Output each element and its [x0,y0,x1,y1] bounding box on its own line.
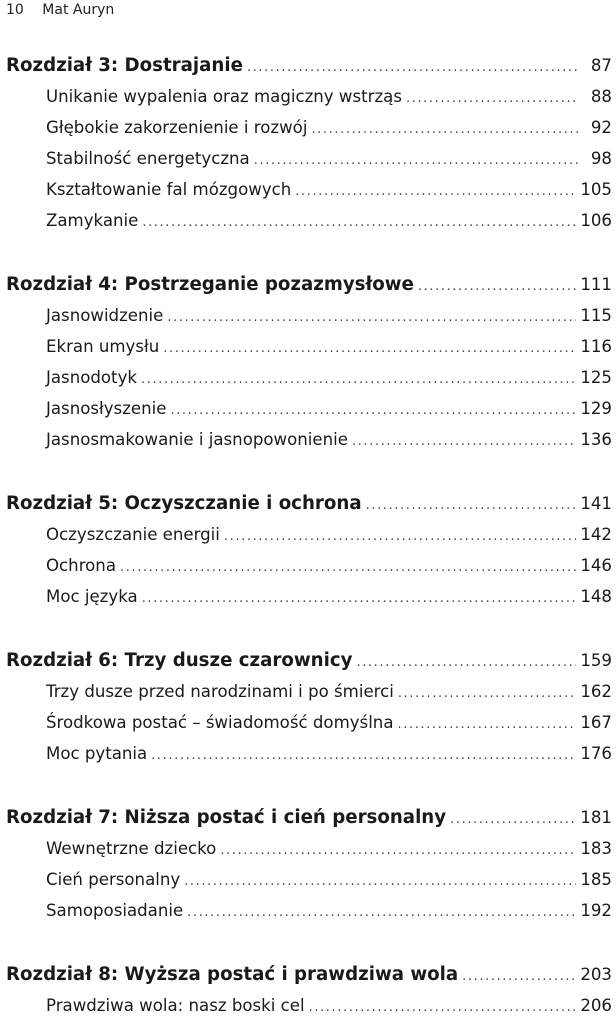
dot-leader [352,426,576,457]
section-title: Jasnodotyk [46,368,137,387]
section-page-number: 116 [580,337,612,356]
section-entry[interactable] [6,143,612,174]
section-page-number: 185 [580,870,612,889]
section-entry[interactable] [6,205,612,236]
chapter-title: Rozdział 7: Niższa postać i cień personalny [6,807,447,828]
chapter-heading[interactable] [6,802,612,833]
chapter-5 [6,488,612,612]
section-title: Moc języka [46,587,138,606]
section-title: Prawdziwa wola: nasz boski cel [46,996,305,1015]
section-title: Wewnętrzne dziecko [46,839,217,858]
section-page-number: 129 [580,399,612,418]
section-title: Jasnosłyszenie [46,399,167,418]
section-page-number: 167 [580,713,612,732]
section-entry[interactable] [6,81,612,112]
section-page-number: 125 [580,368,612,387]
dot-leader [224,521,576,552]
dot-leader [406,83,578,114]
section-title: Moc pytania [46,744,148,763]
section-entry[interactable] [6,112,612,143]
section-entry[interactable] [6,550,612,581]
section-title: Zamykanie [46,211,139,230]
chapter-page-number: 159 [580,651,612,670]
dot-leader [163,333,576,364]
section-page-number: 136 [580,430,612,449]
dot-leader [309,992,577,1023]
section-entry[interactable] [6,864,612,895]
section-entry[interactable] [6,581,612,612]
section-page-number: 162 [580,682,612,701]
dot-leader [142,207,576,238]
dot-leader [311,114,578,145]
section-page-number: 142 [580,525,612,544]
running-header [6,0,114,20]
author-name: Mat Auryn [42,2,115,18]
dot-leader [120,552,576,583]
dot-leader [184,866,576,897]
section-page-number: 98 [590,149,612,168]
section-entry[interactable] [6,424,612,455]
chapter-page-number: 181 [580,808,612,827]
chapter-page-number: 141 [580,494,612,513]
section-entry[interactable] [6,331,612,362]
section-entry[interactable] [6,738,612,769]
dot-leader [366,490,577,521]
section-title: Jasnowidzenie [46,306,164,325]
section-title: Cień personalny [46,870,181,889]
section-page-number: 106 [580,211,612,230]
chapter-heading[interactable] [6,488,612,519]
dot-leader [142,583,577,614]
section-title: Unikanie wypalenia oraz magiczny wstrząs [46,87,402,106]
section-title: Stabilność energetyczna [46,149,250,168]
section-page-number: 192 [580,901,612,920]
section-entry[interactable] [6,676,612,707]
section-title: Samoposiadanie [46,901,184,920]
section-title: Trzy dusze przed narodzinami i po śmierci [46,682,394,701]
section-title: Środkowa postać – świadomość domyślna [46,713,394,732]
section-entry[interactable] [6,174,612,205]
section-entry[interactable] [6,833,612,864]
chapter-6 [6,645,612,769]
section-entry[interactable] [6,707,612,738]
section-page-number: 148 [580,587,612,606]
page-number: 10 [6,2,24,18]
dot-leader [462,961,576,992]
section-page-number: 176 [580,744,612,763]
chapter-heading[interactable] [6,269,612,300]
section-entry[interactable] [6,393,612,424]
chapter-heading[interactable] [6,959,612,990]
section-entry[interactable] [6,990,612,1021]
section-title: Jasnosmakowanie i jasnopowonienie [46,430,348,449]
section-page-number: 183 [580,839,612,858]
chapter-title: Rozdział 6: Trzy dusze czarownicy [6,650,353,671]
chapter-7 [6,802,612,926]
dot-leader [295,176,576,207]
chapter-3 [6,50,612,236]
chapter-heading[interactable] [6,50,612,81]
dot-leader [398,709,577,740]
dot-leader [398,678,576,709]
section-entry[interactable] [6,895,612,926]
section-title: Ekran umysłu [46,337,160,356]
section-entry[interactable] [6,519,612,550]
chapter-title: Rozdział 8: Wyższa postać i prawdziwa wola [6,964,459,985]
section-title: Głębokie zakorzenienie i rozwój [46,118,308,137]
section-page-number: 206 [580,996,612,1015]
section-entry[interactable] [6,300,612,331]
dot-leader [167,302,576,333]
section-title: Kształtowanie fal mózgowych [46,180,292,199]
chapter-4 [6,269,612,455]
chapter-title: Rozdział 5: Oczyszczanie i ochrona [6,493,362,514]
dot-leader [187,897,576,928]
dot-leader [450,804,576,835]
dot-leader [356,647,576,678]
section-page-number: 92 [590,118,612,137]
dot-leader [141,364,576,395]
chapter-title: Rozdział 4: Postrzeganie pozazmysłowe [6,274,414,295]
section-page-number: 88 [590,87,612,106]
dot-leader [220,835,576,866]
section-title: Ochrona [46,556,116,575]
chapter-page-number: 87 [590,56,612,75]
section-entry[interactable] [6,362,612,393]
section-page-number: 146 [580,556,612,575]
chapter-page-number: 111 [580,275,612,294]
section-page-number: 105 [580,180,612,199]
dot-leader [418,271,576,302]
table-of-contents [6,50,612,1021]
chapter-page-number: 203 [580,965,612,984]
section-title: Oczyszczanie energii [46,525,220,544]
chapter-8 [6,959,612,1021]
dot-leader [254,145,578,176]
dot-leader [170,395,576,426]
dot-leader [247,52,578,83]
chapter-title: Rozdział 3: Dostrajanie [6,55,243,76]
section-page-number: 115 [580,306,612,325]
chapter-heading[interactable] [6,645,612,676]
dot-leader [151,740,576,771]
